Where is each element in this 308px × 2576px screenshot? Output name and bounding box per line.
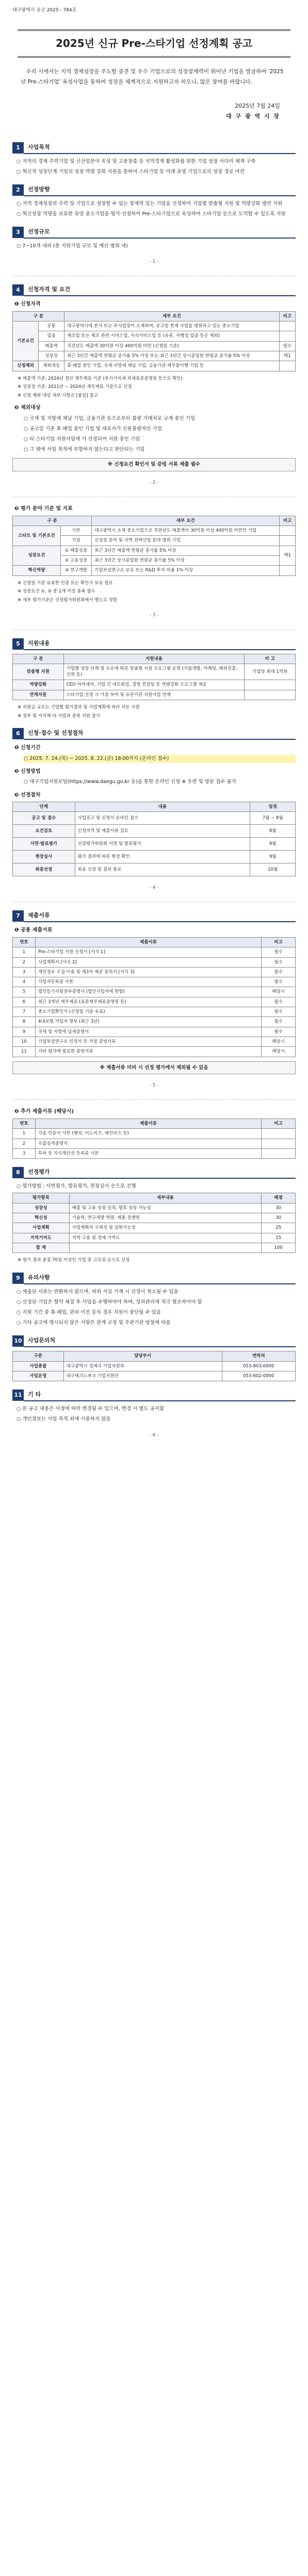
section-2-line: ○ 혁신성장 역량을 보유한 유망 중소기업을 평가·선정하여 Pre-스타기업으로 육성하여 스타기업 등으로 도약할 수 있도록 지원 — [17, 211, 286, 217]
table-row: 신청제외 제외대상 휴·폐업 중인 기업, 국세·지방세 체납 기업, 금융기관 채무불이행 기업 등 — [13, 361, 296, 371]
subsection-title: ❷ 제외대상 — [14, 405, 41, 411]
table-header: 배점 — [262, 1193, 296, 1203]
section-2-header — [12, 184, 296, 196]
other-line: ○ 개인정보는 사업 목적 외에 사용하지 않음 — [17, 1416, 111, 1422]
subsection-title: ❶ 신청자격 — [14, 301, 41, 308]
table-header: 비고 — [262, 937, 296, 947]
section-number: 10 — [12, 1335, 24, 1347]
table-header: 제출서류 — [35, 1118, 261, 1128]
application-period: ○ 2025. 7. 24.(목) ~ 2025. 8. 22.(금) 18:00까지 (온라인 접수) — [24, 755, 296, 763]
table-row: 성장성 최근 3년간 매출액 연평균 증가율 5% 이상 또는 최근 3년간 상시종업원 연평균 증가율 5% 이상 택1 — [13, 351, 296, 361]
table-header: 구 분 — [13, 654, 64, 664]
table-row: 합 계 100 — [13, 1243, 296, 1252]
table-header: 내용 — [75, 802, 250, 812]
section-title: 지원내용 — [24, 638, 296, 650]
table-row: 스타트 및 기본조건 기본 대구광역시 소재 중소기업으로 직전년도 매출액이 30억원 이상 400억원 미만인 기업 — [13, 526, 296, 536]
table-row: 요건검토 신청자격 및 제출서류 검토 8월 — [13, 825, 296, 838]
table-row: 사업운영 대구테크노파크 기업지원단 053-602-0000 — [13, 1371, 296, 1381]
exclusion-line: ○ 공고일 기준 휴·폐업 중인 기업 및 대표자가 신용불량자인 기업 — [24, 426, 162, 432]
section-number: 3 — [12, 227, 24, 238]
section-title: 기 타 — [24, 1389, 296, 1401]
evaluation-method: ○ 평가방법 : 서면평가, 발표평가, 현장실사 순으로 진행 — [17, 1183, 136, 1190]
table-header: 단계 — [13, 802, 75, 812]
section-7-header — [12, 910, 296, 922]
notice-date: 2025년 7월 24일 — [235, 102, 280, 109]
table-header: 일정 — [250, 802, 296, 812]
table-row: 사업계획 사업계획의 구체성 및 실현가능성 25 — [13, 1223, 296, 1233]
section-4-header — [12, 284, 296, 296]
section-8-header — [12, 1167, 296, 1178]
subsection-title: ❶ 신청기간 — [14, 745, 41, 751]
section-number: 1 — [12, 142, 24, 154]
section-3-line: ○ 7~10개 내외 (총 지원기업 규모 및 예산 범위 내) — [17, 243, 128, 249]
page-number: - 3 - — [149, 613, 159, 618]
section-1-line: ○ 지역의 경제 주력기업 및 신산업분야 육성 및 고용창출 등 지역경제 활성화를 위한 기업 성장 사다리 체계 구축 — [17, 158, 256, 164]
table-header: 구 분 — [13, 311, 64, 321]
table-row: 9 국세 및 지방세 납세증명서 필수 — [13, 1027, 296, 1037]
contact-table — [12, 1351, 296, 1381]
evaluation-table — [12, 1193, 296, 1253]
table-header: 구 분 — [13, 516, 92, 526]
table-row: 기본요건 공통 대구광역시에 본사 또는 주사업장이 소재하며, 공고일 현재 사업을 영위하고 있는 중소기업 — [13, 321, 296, 331]
table-row: 8 4대보험 가입자 명부 (최근 3년) 필수 — [13, 1017, 296, 1027]
table-row: 성장요건 ① 매출성장 최근 3년간 매출액 연평균 증가율 5% 이상 택1 — [13, 546, 296, 555]
table-note: ※ 세부 평가기준은 선정평가위원회에서 별도로 정함 — [18, 597, 118, 603]
table-note: ※ 정부 및 지자체 타 사업과 중복 지원 불가 — [18, 713, 101, 719]
section-title: 신청자격 및 요건 — [24, 284, 296, 296]
table-row: 3 개인정보 수집·이용 및 제3자 제공 동의서 [서식 3] 필수 — [13, 967, 296, 977]
table-header: 구분 — [13, 1351, 64, 1361]
table-row: 1 Pre-스타기업 지원 신청서 [서식 1] 필수 — [13, 947, 296, 957]
date-block — [12, 101, 280, 122]
subsection-title: ❷ 추가 제출서류 (해당시) — [14, 1109, 74, 1115]
table-header: 비 고 — [245, 654, 296, 664]
section-number: 9 — [12, 1273, 24, 1284]
section-1-header — [12, 142, 296, 154]
table-header: 지원내용 — [63, 654, 245, 664]
subsection-title: ❸ 선정절차 — [14, 792, 41, 798]
page-number: - 5 - — [149, 1083, 159, 1089]
table-note: ※ 지원금 규모는 기업별 평가결과 및 사업계획에 따라 차등 지원 — [18, 705, 140, 710]
table-note: ※ 신청일 기준 유효한 인증 또는 확인서 보유 필요 — [18, 580, 113, 586]
table-row: 혁신역량 ③ 연구개발 기업부설연구소 보유 또는 R&D 투자 비율 1% 이상 — [13, 566, 296, 575]
caution-line: ○ 기타 공고에 명시되지 않은 사항은 관계 규정 및 주관기관 방침에 따름 — [17, 1320, 171, 1326]
table-row: 최종선정 최종 선정 및 결과 통보 10월 — [13, 863, 296, 876]
section-number: 8 — [12, 1167, 24, 1178]
exclusion-line: ○ 국세 및 지방세 체납 기업, 금융기관 등으로부터 불량 거래처로 규제 중인 기업 — [24, 415, 196, 421]
intro-paragraph: 우리 시에서는 지역 경제성장을 주도할 중견 및 우수 기업으로의 성장잠재력이 뛰어난 기업을 발굴하여 '2025년 Pre-스타기업' 육성사업을 통하여 성장을 체계적으로 지원하고자 하오니, 많은 참여를 바랍니다. — [21, 69, 284, 85]
section-title: 제출서류 — [24, 910, 296, 922]
section-3-header — [12, 227, 296, 238]
table-row: 현장실사 평가 결과에 따른 현장 확인 9월 — [13, 851, 296, 863]
subsection-title: ❷ 신청방법 — [14, 768, 41, 774]
notice-box: ※ 신청요건 확인서 및 증빙 서류 제출 필수 — [12, 458, 296, 471]
page-number: - 4 - — [149, 885, 159, 891]
table-row: 3 특허 등 지식재산권 등록증 사본 — [13, 1148, 296, 1158]
page-title: 2025년 신규 Pre-스타기업 선정계획 공고 — [18, 29, 290, 58]
extra-documents-table — [12, 1118, 296, 1159]
section-title: 유의사항 — [24, 1272, 296, 1284]
section-title: 선정방향 — [24, 184, 296, 196]
table-header: 담당부서 — [63, 1351, 222, 1361]
table-note: ※ 성장요건 ①, ② 중 1개 이상 충족 필수 — [18, 589, 95, 595]
table-row: 업종 제조업 또는 제조 관련 서비스업, 지식서비스업 등 (유흥, 사행성 업종 등은 제외) — [13, 331, 296, 341]
table-header: 평가항목 — [13, 1193, 70, 1203]
table-header: 비고 — [280, 516, 296, 526]
section-9-header — [12, 1273, 296, 1284]
caution-line: ○ 지원 기간 중 휴·폐업, 관외 이전 등의 경우 지원이 중단될 수 있음 — [17, 1310, 161, 1316]
section-6-header — [12, 728, 296, 739]
documents-table — [12, 937, 296, 1057]
section-5-header — [12, 638, 296, 650]
support-table — [12, 654, 296, 701]
procedure-table — [12, 802, 296, 876]
section-number: 5 — [12, 638, 24, 650]
section-title: 신청·접수 및 선정절차 — [24, 727, 296, 740]
section-1-line: ○ 혁신적 성장단계 기업의 성장 역량 강화 지원을 통하여 스타기업 등 미래 유망 기업으로의 성장 경로 마련 — [17, 168, 245, 175]
page-number: - 2 - — [149, 480, 159, 486]
notice-number: 대구광역시 공고 2025 - 784호 — [12, 8, 77, 13]
section-number: 7 — [12, 910, 24, 922]
section-number: 2 — [12, 184, 24, 196]
table-row: 공고 및 접수 사업공고 및 신청서 온라인 접수 7월 ~ 8월 — [13, 812, 296, 825]
table-row: 11 기타 평가에 필요한 증빙서류 해당시 — [13, 1047, 296, 1057]
subsection-title: ❸ 평가 분야 기준 및 지표 — [14, 506, 73, 512]
table-row: ② 고용성장 최근 3년간 상시종업원 연평균 증가율 5% 이상 — [13, 556, 296, 566]
subsection-title: ❶ 공통 제출서류 — [14, 927, 53, 934]
table-header: 세부 요건 — [92, 516, 280, 526]
notice-box: ※ 제출서류 미비 시 선정 평가에서 제외될 수 있음 — [12, 1061, 296, 1075]
other-line: ○ 본 공고 내용은 사정에 따라 변경될 수 있으며, 변경 시 별도 공지함 — [17, 1406, 165, 1412]
table-row: 서면·발표평가 선정평가위원회 서면 및 발표평가 9월 — [13, 838, 296, 851]
table-row: 맞춤형 지원 기업별 성장 단계 및 수요에 따른 맞춤형 지원 프로그램 운영 (기술개발, 마케팅, 해외진출, 인력 등) 기업당 최대 1억원 — [13, 664, 296, 680]
table-row: 1 각종 인증서 사본 (벤처, 이노비즈, 메인비즈 등) — [13, 1129, 296, 1139]
section-title: 사업목적 — [24, 142, 296, 154]
table-note: ※ 평가 결과 총점 70점 이상인 기업 중 고득점 순으로 선정 — [18, 1258, 130, 1263]
exclusion-line: ○ 타 스타기업 지원사업에 기 선정되어 지원 중인 기업 — [24, 436, 140, 443]
table-note: ※ 신청 제외 대상 세부 사항은 [붙임] 참고 — [18, 393, 98, 398]
table-note: ※ 성장성 기준: 2021년 ~ 2024년 재무제표 기준으로 산정 — [18, 384, 132, 390]
section-10-header — [12, 1335, 296, 1347]
section-number: 6 — [12, 728, 24, 739]
table-header: 번호 — [13, 1118, 36, 1128]
table-row: 연계지원 스타기업 선정 시 가점 부여 및 유관기관 지원사업 연계 — [13, 690, 296, 700]
table-header: 제출서류 — [35, 937, 261, 947]
table-header: 비고 — [262, 1118, 296, 1128]
table-header: 번호 — [13, 937, 36, 947]
table-header: 세부내용 — [69, 1193, 262, 1203]
criteria-table — [12, 516, 296, 576]
caution-line: ○ 선정된 기업은 협약 체결 후 사업을 수행하여야 하며, 성과관리에 적극 협조하여야 함 — [17, 1299, 202, 1305]
issuer: 대 구 광 역 시 장 — [226, 112, 280, 120]
application-method: ○ 대구기업지원포털(https://www.daegu.go.kr 등)을 통한 온라인 신청 ※ 우편 및 방문 접수 불가 — [24, 779, 236, 785]
table-row: 성장성 매출 및 고용 성장 실적, 향후 성장 가능성 30 — [13, 1203, 296, 1213]
table-row: 매출액 직전년도 매출액 30억원 이상 400억원 미만 (신청일 기준) 필수 — [13, 341, 296, 351]
section-title: 선정규모 — [24, 226, 296, 239]
page-divider — [12, 1099, 296, 1100]
section-2-line: ○ 지역 경제성장의 주력 및 기업으로 성장할 수 있는 잠재력 있는 기업을 선정하여 기업별 맞춤형 지원 및 역량강화 방안 지원 — [17, 200, 283, 207]
table-row: 4 사업자등록증 사본 필수 — [13, 977, 296, 987]
table-row: 2 수출실적증명서 — [13, 1139, 296, 1148]
table-note: ※ 매출액 기준: 2024년 결산 재무제표 기준 (부가가치세 과세표준증명원 등으로 확인) — [18, 376, 183, 381]
table-row: 가점 신성장 분야 및 지역 전략산업 분야 영위 기업 — [13, 536, 296, 546]
table-row: 2 사업계획서 [서식 2] 필수 — [13, 957, 296, 967]
table-header: 세부 요건 — [64, 311, 279, 321]
table-row: 사업총괄 대구광역시 경제국 기업지원과 053-803-0000 — [13, 1361, 296, 1371]
table-row: 혁신성 기술력, 연구개발 역량, 제품 경쟁력 30 — [13, 1213, 296, 1223]
section-number: 4 — [12, 284, 24, 296]
eligibility-table — [12, 311, 296, 371]
table-row: 역량강화 CEO 아카데미, 기업 간 네트워킹, 경영 컨설팅 등 역량강화 프로그램 제공 — [13, 680, 296, 690]
section-number: 11 — [12, 1389, 24, 1401]
table-header: 비고 — [279, 311, 295, 321]
exclusion-line: ○ 그 밖에 사업 목적에 부합하지 않는다고 판단되는 기업 — [24, 447, 145, 453]
section-title: 선정평가 — [24, 1166, 296, 1179]
caution-line: ○ 제출된 서류는 반환하지 않으며, 허위 사실 기재 시 선정이 취소될 수 있음 — [17, 1289, 179, 1295]
table-row: 6 최근 3개년 재무제표 (표준재무제표증명원 등) 필수 — [13, 997, 296, 1007]
table-row: 7 중소기업확인서 (신청일 기준 유효) 필수 — [13, 1007, 296, 1017]
table-header: 연락처 — [222, 1351, 295, 1361]
table-row: 10 기업부설연구소 인정서 등 가점 증빙서류 해당시 — [13, 1037, 296, 1047]
page-number: - 1 - — [149, 259, 159, 265]
section-11-header — [12, 1389, 296, 1401]
page-number: - 6 - — [149, 1432, 159, 1438]
section-title: 사업문의처 — [24, 1335, 296, 1347]
table-row: 5 법인등기사항전부증명서 (법인사업자에 한함) 해당시 — [13, 987, 296, 997]
table-row: 지역기여도 지역 고용 및 경제 기여도 15 — [13, 1233, 296, 1243]
